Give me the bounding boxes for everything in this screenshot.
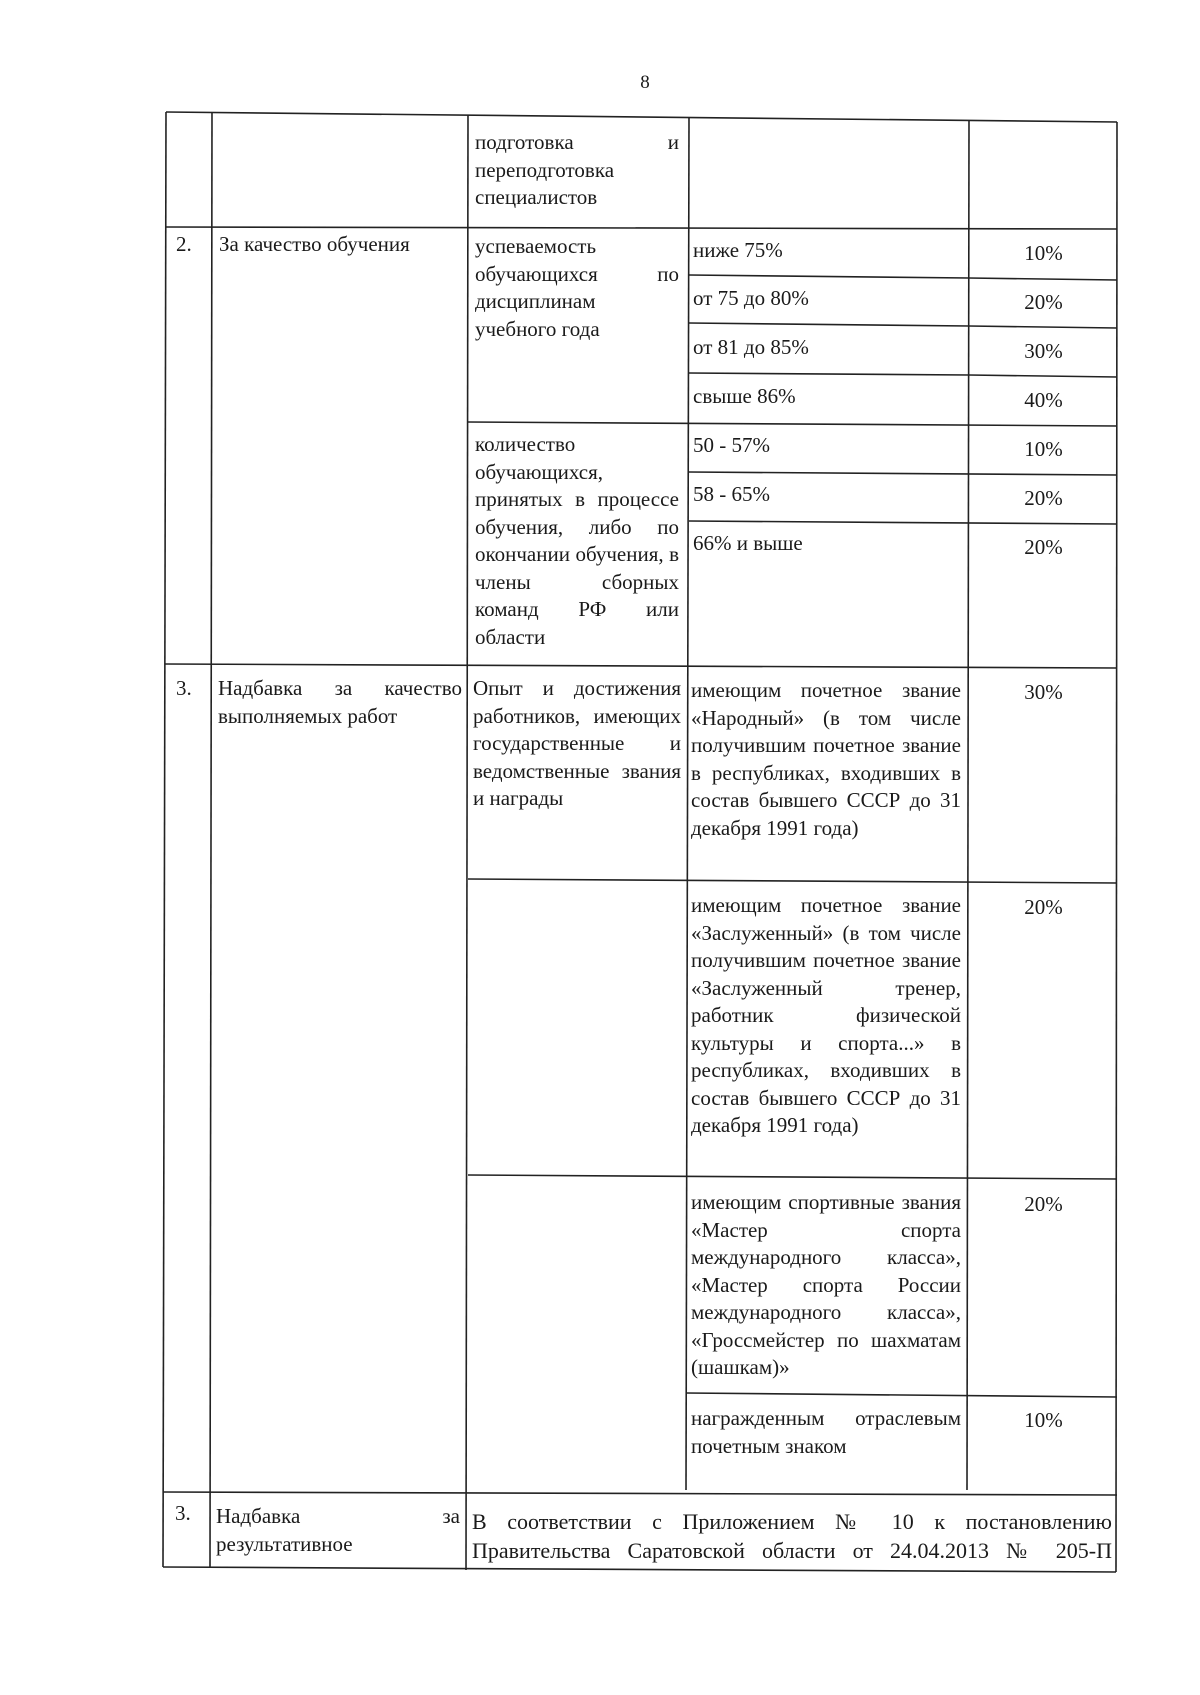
s3-row-cond: имеющим почетное звание «Народный» (в том числе получившим почетное звание в республиках, входивших в состав бывшего СССР до 31 декабря 1991 года)	[691, 678, 961, 840]
s3-row-pct: 10%	[1024, 1408, 1063, 1432]
s2-g2-row-pct: 20%	[1024, 486, 1063, 510]
section-4-number: 3.	[175, 1501, 191, 1525]
s2-g2-row-cond: 50 - 57%	[693, 433, 770, 457]
s3-row-cond: награжденным отраслевым почетным знаком	[691, 1406, 961, 1458]
s2-g2-row-pct: 10%	[1024, 437, 1063, 461]
s2-g2-row-cond: 58 - 65%	[693, 482, 770, 506]
section-2-title: За качество обучения	[219, 232, 410, 256]
s2-g1-row-pct: 10%	[1024, 241, 1063, 265]
s3-row-pct: 20%	[1024, 1192, 1063, 1216]
s2-g1-row-pct: 30%	[1024, 339, 1063, 363]
s2-g2-row-pct: 20%	[1024, 535, 1063, 559]
s3-row-pct: 30%	[1024, 680, 1063, 704]
s3-criterion: Опыт и достижения работников, имеющих государственные и ведомственные звания и награды	[473, 676, 681, 810]
s2-g2-criterion: количество обучающихся, принятых в процессе обучения, либо по окончании обучения, в члены сборных команд РФ или области	[475, 432, 679, 649]
section-2-number: 2.	[176, 232, 192, 256]
section-4-title: Надбавка за результативное	[216, 1504, 460, 1556]
s2-g1-row-pct: 40%	[1024, 388, 1063, 412]
s2-g1-row-cond: от 81 до 85%	[693, 335, 809, 359]
s2-g2-row-cond: 66% и выше	[693, 531, 803, 555]
section-4-text: В соответствии с Приложением № 10 к постановлению Правительства Саратовской области от 24.04.2013 № 205-П	[472, 1509, 1112, 1563]
s2-g1-row-cond: свыше 86%	[693, 384, 796, 408]
section-3-title: Надбавка за качество выполняемых работ	[218, 676, 462, 728]
s2-g1-row-cond: ниже 75%	[693, 238, 783, 262]
s2-g1-criterion: успеваемость обучающихся по дисциплинам учебного года	[475, 234, 679, 341]
page-number: 8	[640, 72, 650, 93]
s2-g1-row-cond: от 75 до 80%	[693, 286, 809, 310]
s3-row-cond: имеющим спортивные звания «Мастер спорта международного класса», «Мастер спорта России международного класса», «Гроссмейстер по шахматам (шашкам)»	[691, 1190, 961, 1379]
section-3-number: 3.	[176, 676, 192, 700]
s2-g1-row-pct: 20%	[1024, 290, 1063, 314]
cont-criterion: подготовка и переподготовка специалистов	[475, 130, 679, 209]
s3-row-cond: имеющим почетное звание «Заслуженный» (в том числе получившим почетное звание «Заслуженный тренер, работник физической культуры и спорта...» в республиках, входивших в состав бывшего СССР до 31 декабря 1991 года)	[691, 893, 961, 1137]
s3-row-pct: 20%	[1024, 895, 1063, 919]
